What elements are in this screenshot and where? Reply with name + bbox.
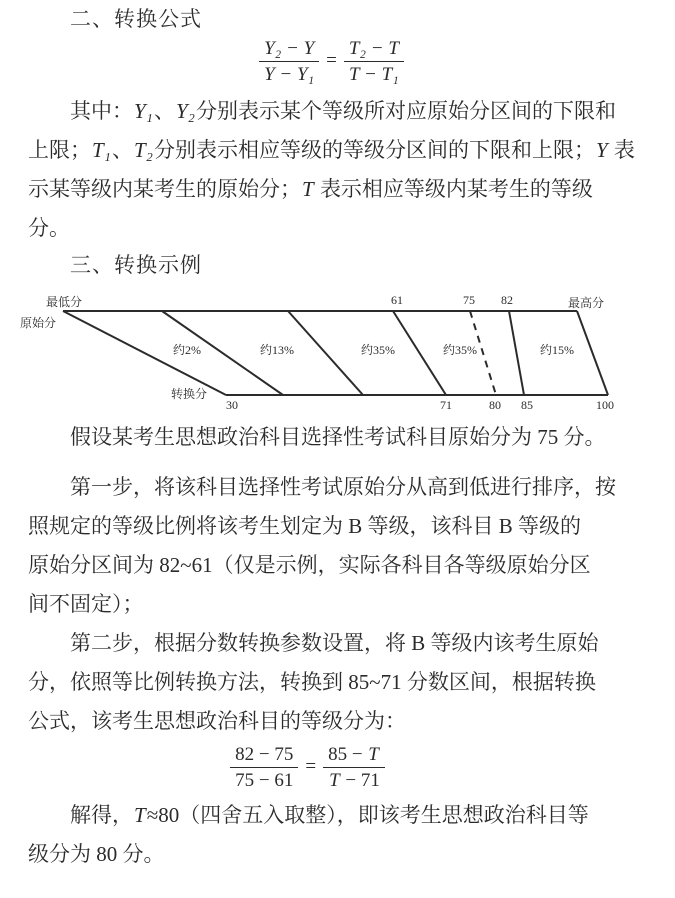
math-var: Y [595, 138, 608, 162]
text-run: 、 [111, 138, 133, 162]
text-run: 间不固定）； [28, 592, 144, 616]
region-percent-label: 约35% [443, 343, 477, 357]
text-run: 第二步，根据分数转换参数设置，将 B 等级内该考生原始 [70, 631, 599, 655]
paragraph-line [28, 507, 675, 546]
section-heading-example: 三、转换示例 [70, 253, 202, 277]
min-score-label: 最低分 [45, 295, 83, 309]
text-run: 第一步，将该科目选择性考试原始分从高到低进行排序，按 [70, 475, 616, 499]
fraction-denominator: T − T₁ [349, 63, 399, 85]
fraction-right [344, 37, 404, 86]
text-run: 假设某考生思想政治科目选择性考试科目原始分为 75 分。 [70, 425, 606, 449]
paragraph-line [28, 835, 675, 874]
fraction-left [259, 37, 319, 86]
fraction-denominator [323, 768, 385, 792]
top-tick: 61 [391, 293, 403, 307]
text-run: 示某等级内某考生的原始分； [28, 177, 301, 201]
text-run: 上限； [28, 138, 91, 162]
math-var: T [329, 769, 340, 791]
max-score-label: 最高分 [567, 296, 605, 310]
fraction-left [230, 743, 298, 792]
fraction-right [323, 743, 385, 792]
fraction-numerator: T₂ − T [344, 37, 404, 62]
top-tick: 82 [501, 293, 513, 307]
text-run: 85 − [328, 743, 368, 765]
bottom-tick: 85 [521, 398, 533, 412]
fraction-denominator: Y − Y₁ [264, 63, 315, 85]
text-run: 照规定的等级比例将该考生划定为 B 等级，该科目 B 等级的 [28, 514, 582, 538]
region-percent-label: 约13% [260, 343, 294, 357]
equals-sign: = [305, 756, 317, 777]
text-run: 、 [153, 99, 175, 123]
text-run: 表 [608, 138, 635, 162]
paragraph-line [28, 546, 675, 585]
text-run: 分。 [28, 216, 70, 240]
paragraph-line [28, 170, 675, 209]
bottom-tick: 80 [489, 398, 501, 412]
text-run: 原始分区间为 82~61（仅是示例，实际各科目各等级原始分区 [28, 553, 591, 577]
math-var: Y₂ [175, 99, 195, 123]
math-var: T₁ [92, 138, 111, 162]
fraction-denominator: 75 − 61 [235, 769, 294, 791]
fraction-numerator: 82 − 75 [230, 743, 298, 768]
conversion-formula [0, 34, 669, 88]
raw-score-axis-label: 原始分 [19, 316, 57, 330]
bottom-tick: 30 [226, 398, 238, 412]
diagram-right-edge [577, 311, 608, 395]
paragraph-line [28, 131, 675, 170]
paragraph-line [28, 209, 675, 248]
paragraph-line [70, 92, 675, 131]
paragraph-line [28, 585, 675, 624]
grade-divider [393, 311, 446, 395]
text-run: 表示相应等级内某考生的等级 [314, 177, 593, 201]
math-var: T [134, 803, 146, 827]
section-heading-formula: 二、转换公式 [70, 7, 202, 31]
converted-score-axis-label: 转换分 [170, 387, 208, 401]
paragraph-line [28, 663, 675, 702]
math-var: T [368, 743, 379, 765]
math-var: T [302, 177, 314, 201]
region-percent-label: 约35% [361, 343, 395, 357]
paragraph-line [70, 418, 675, 457]
text-run: 公式，该考生思想政治科目的等级分为： [28, 709, 406, 733]
paragraph-line [70, 468, 675, 507]
text-run: 级分为 80 分。 [28, 842, 165, 866]
text-run: 分，依照等比例转换方法，转换到 85~71 分数区间，根据转换 [28, 670, 596, 694]
fraction-numerator: Y₂ − Y [259, 37, 319, 62]
conversion-diagram [0, 280, 675, 412]
text-run: 解得， [70, 803, 133, 827]
math-var: T₂ [133, 138, 153, 162]
bottom-tick: 100 [596, 398, 614, 412]
text-run: − 71 [340, 769, 380, 791]
grade-divider [288, 311, 363, 395]
region-percent-label: 约15% [540, 343, 574, 357]
paragraph-line [70, 624, 675, 663]
equals-sign: = [326, 50, 337, 71]
diagram-left-edge [63, 311, 226, 395]
bottom-tick: 71 [440, 398, 452, 412]
text-run: 分别表示相应等级的等级分区间的下限和上限； [153, 138, 595, 162]
math-var: Y₁ [134, 99, 153, 123]
fraction-numerator [323, 743, 385, 768]
region-percent-label: 约2% [173, 343, 201, 357]
paragraph-line [28, 702, 675, 741]
top-tick: 75 [463, 293, 475, 307]
text-run: 其中： [70, 99, 133, 123]
text-run: 分别表示某个等级所对应原始分区间的下限和 [195, 99, 616, 123]
example-calculation-formula [0, 741, 645, 793]
grade-divider [509, 311, 524, 395]
paragraph-line [70, 796, 675, 835]
text-run: ≈80（四舍五入取整），即该考生思想政治科目等 [146, 803, 589, 827]
